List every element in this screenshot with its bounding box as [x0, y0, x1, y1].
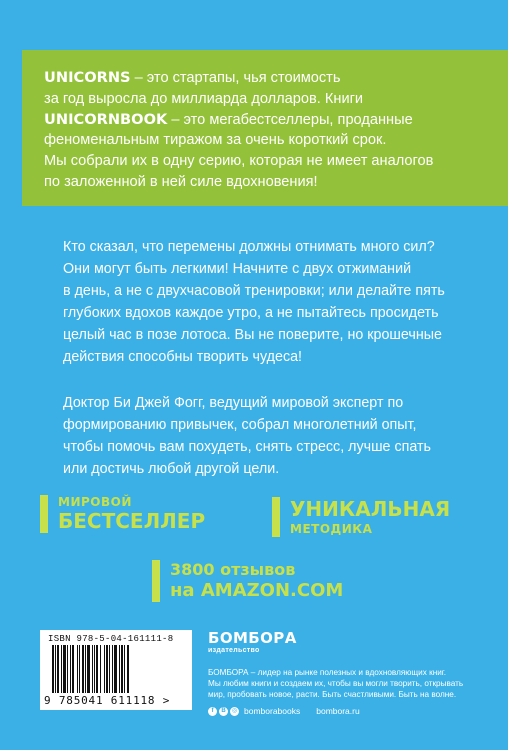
desc-line: мир, пробовать новое, расти. Быть счастливыми. Быть на волне. — [208, 690, 457, 699]
brand-unicorns: UNICORNS — [44, 69, 131, 86]
series-line — [44, 110, 508, 131]
bestseller-badge — [40, 495, 205, 533]
intro-paragraph — [63, 236, 463, 368]
series-line: за год выросла до миллиарда долларов. Книги — [44, 90, 364, 107]
social-handle: bomborabooks — [244, 706, 301, 716]
text-line: в день, а не с двухчасовой тренировки; или делайте пять — [63, 283, 445, 299]
series-text: – это стартапы, чья стоимость — [130, 70, 341, 86]
text-line: Доктор Би Джей Фогг, ведущий мировой эксперт по — [63, 395, 404, 411]
series-line: феноменальным тиражом за очень короткий срок. — [44, 132, 387, 149]
badge-line: БЕСТСЕЛЛЕР — [58, 509, 206, 533]
barcode-area — [40, 630, 192, 710]
badge-line: на AMAZON.COM — [170, 580, 344, 601]
text-line: или достичь любой другой цели. — [63, 461, 280, 477]
text-line: Они могут быть легкими! Начните с двух отжиманий — [63, 261, 412, 277]
publisher-description — [208, 667, 498, 700]
website-link: bombora.ru — [316, 706, 360, 716]
badge-line: УНИКАЛЬНАЯ — [290, 497, 451, 521]
isbn-label: ISBN 978-5-04-161111-8 — [48, 634, 174, 644]
series-line: Мы собрали их в одну серию, которая не имеет аналогов — [44, 153, 434, 170]
author-paragraph — [63, 392, 463, 480]
series-text: – это мегабестселлеры, проданные — [167, 111, 413, 128]
desc-line: БОМБОРА – лидер на рынке полезных и вдохновляющих книг. — [208, 668, 447, 677]
amazon-reviews-badge — [152, 560, 343, 602]
desc-line: Мы любим книги и создаем их, чтобы вы могли творить, открывать — [208, 679, 464, 688]
barcode-digits: 9 785041 611118 > — [44, 694, 171, 707]
series-description-box — [22, 50, 508, 206]
publisher-subtitle: издательство — [208, 647, 260, 654]
text-line: чтобы помочь вам похудеть, снять стресс, лучше спать — [63, 439, 432, 455]
series-line: по заложенной в ней силе вдохновения! — [44, 173, 318, 190]
facebook-icon: f — [208, 707, 217, 716]
badge-line: МЕТОДИКА — [290, 522, 373, 536]
instagram-icon: ◎ — [231, 707, 238, 714]
badge-line: 3800 отзывов — [170, 560, 296, 579]
text-line: действия способны творить чудеса! — [63, 349, 303, 365]
vk-icon: B — [219, 707, 228, 716]
social-links — [208, 706, 498, 716]
text-line: целый час в позе лотоса. Вы не поверите, но крошечные — [63, 327, 442, 343]
badge-line: МИРОВОЙ — [58, 495, 132, 509]
unique-method-badge — [272, 497, 450, 537]
series-line — [44, 68, 508, 89]
publisher-block — [208, 630, 498, 716]
publisher-logo: БОМБОРА — [208, 629, 297, 647]
text-line: глубоких вдохов каждое утро, а не пытайтесь просидеть — [63, 305, 439, 321]
brand-unicornbook: UNICORNBOOK — [44, 110, 168, 128]
text-line: Кто сказал, что перемены должны отнимать много сил? — [63, 239, 435, 255]
text-line: формированию привычек, собрал многолетний опыт, — [63, 417, 417, 433]
barcode-image — [52, 645, 180, 693]
